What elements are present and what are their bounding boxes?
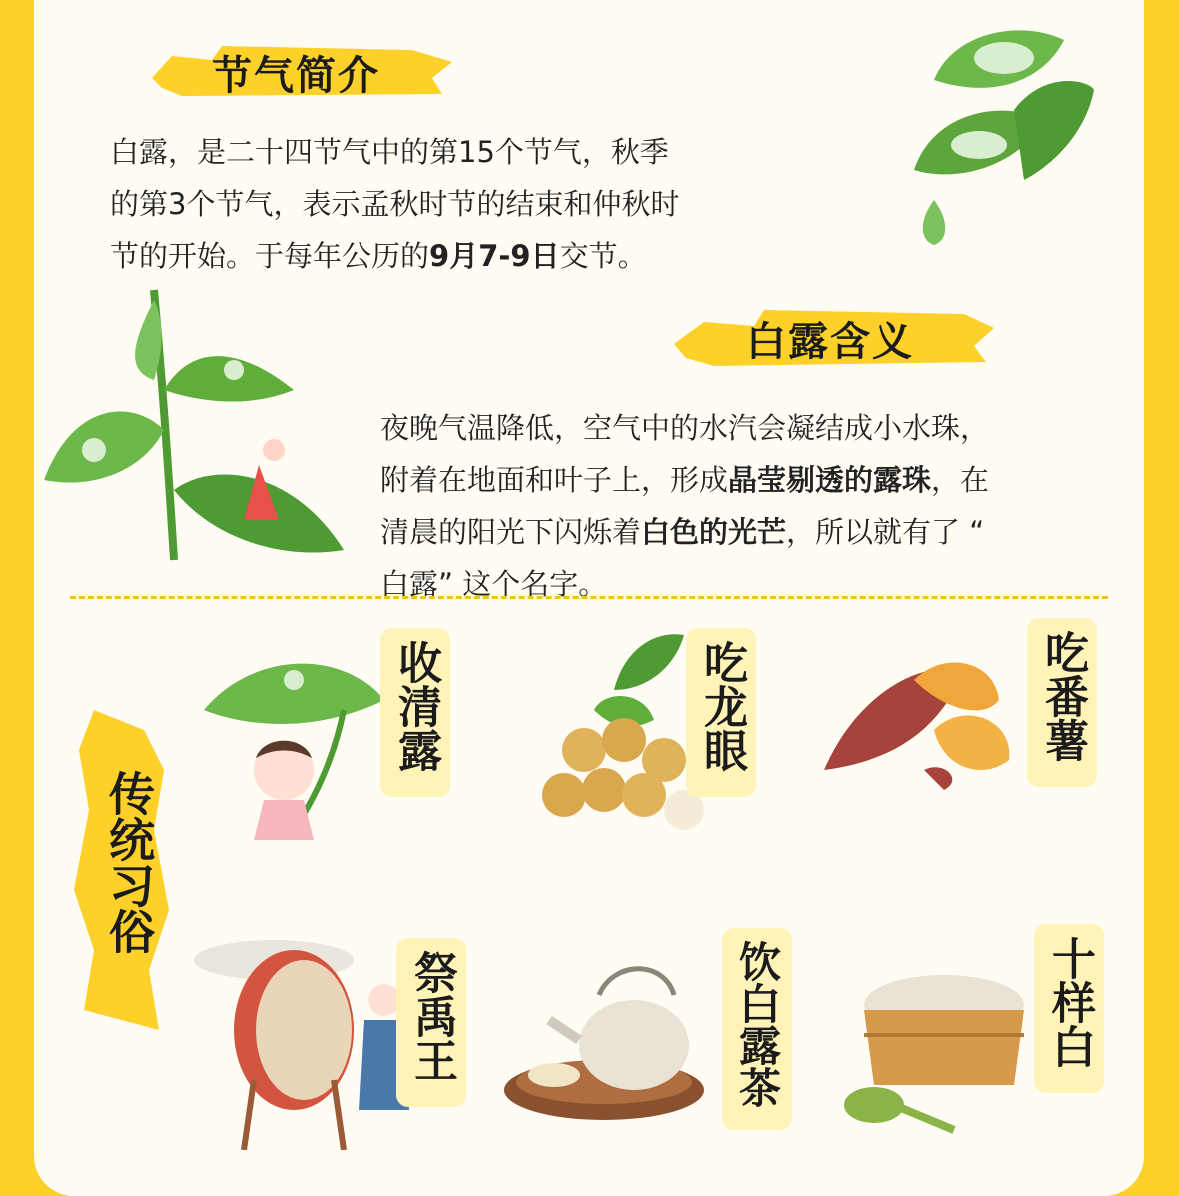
- sweet-potato-illustration: [814, 640, 1014, 800]
- meaning-bold-white: 白色的光芒: [641, 515, 787, 549]
- content-card: [34, 0, 1144, 1196]
- custom-label-5: 饮白露茶: [722, 928, 792, 1130]
- worship-yu-illustration: [184, 920, 414, 1150]
- intro-date: 9月7-9日: [429, 239, 560, 273]
- collect-dew-illustration: [194, 640, 394, 840]
- custom-label-4: 祭禹王: [396, 938, 466, 1107]
- longan-illustration: [534, 630, 704, 840]
- dashed-divider: [70, 596, 1108, 599]
- meaning-paragraph: [380, 402, 1120, 610]
- meaning-bold-dew: 晶莹剔透的露珠: [728, 463, 932, 497]
- custom-label-6: 十样白: [1034, 924, 1104, 1093]
- side-title-customs: [94, 770, 164, 966]
- section-heading-intro: 节气简介: [212, 53, 380, 99]
- customs-title: 传统习俗: [102, 770, 156, 954]
- ten-white-illustration: [834, 935, 1034, 1135]
- custom-label-1: 收清露: [380, 628, 450, 797]
- meaning-line-2: 附着在地面和叶子上，形成晶莹剔透的露珠，在: [380, 463, 990, 497]
- intro-line-3: 节的开始。于每年公历的9月7-9日交节。: [110, 239, 647, 273]
- intro-line-2: 的第3个节气，表示孟秋时节的结束和仲秋时: [110, 187, 680, 221]
- meaning-line-4: 白露” 这个名字。: [380, 567, 608, 601]
- custom-label-2: 吃龙眼: [686, 628, 756, 797]
- section-heading-meaning: 白露含义: [746, 319, 914, 365]
- custom-label-3: 吃番薯: [1027, 618, 1097, 787]
- plant-girl-illustration: [34, 280, 354, 570]
- intro-paragraph: [110, 126, 810, 282]
- intro-line-1: 白露，是二十四节气中的第15个节气，秋季: [110, 135, 669, 169]
- meaning-line-3: 清晨的阳光下闪烁着白色的光芒，所以就有了 “: [380, 515, 985, 549]
- tea-illustration: [504, 940, 724, 1130]
- dew-leaves-illustration: [874, 10, 1104, 250]
- meaning-line-1: 夜晚气温降低，空气中的水汽会凝结成小水珠，: [380, 411, 990, 445]
